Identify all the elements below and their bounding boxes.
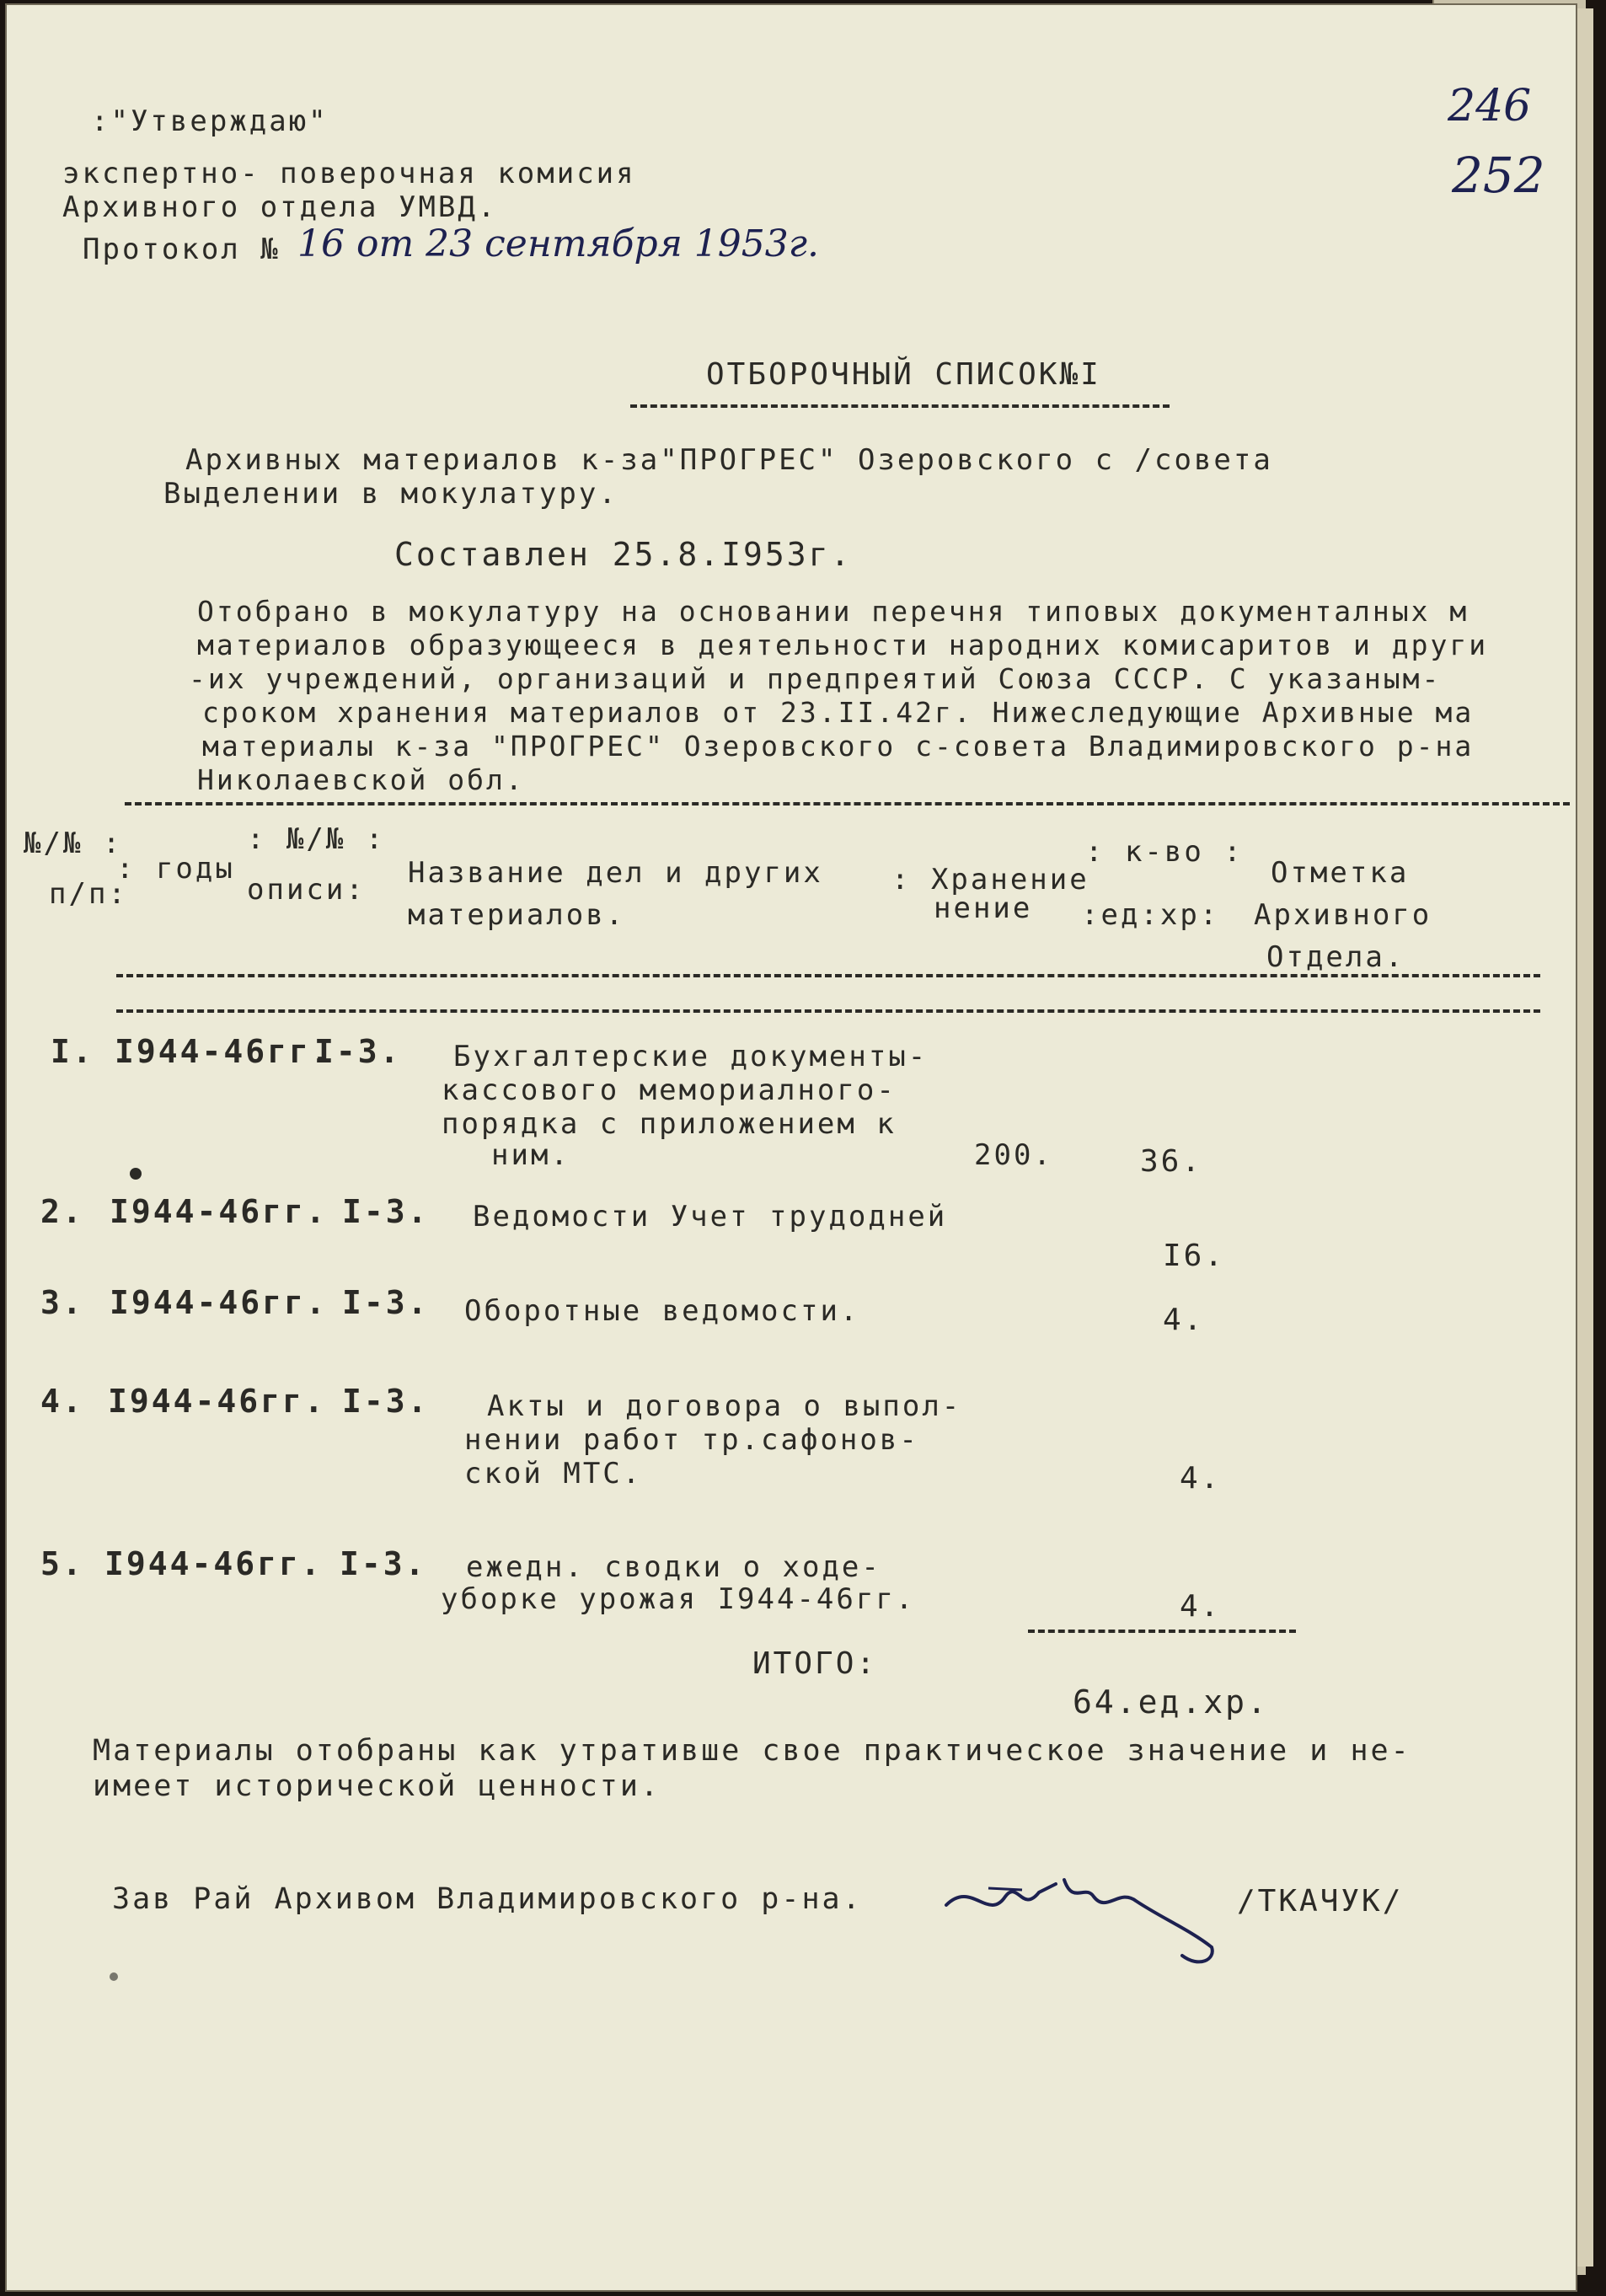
document-page [7, 5, 1576, 2290]
commission-line: экспертно- поверочная комисия [62, 157, 636, 190]
header-years: : годы [116, 852, 235, 886]
row-num: I. [51, 1033, 94, 1070]
header-mark-1: Отметка [1271, 856, 1410, 890]
row-inventory: I-3. [342, 1383, 430, 1420]
preamble-line-1: Отобрано в мокулатуру на основании перечня типовых документалных м [197, 595, 1469, 628]
row-name-line: нении работ тр.сафонов- [464, 1423, 919, 1457]
total-rule [1028, 1630, 1296, 1633]
conclusion-line-2: имеет исторической ценности. [93, 1769, 661, 1803]
header-inventory-1: : №/№ : [247, 822, 386, 856]
row-name-line: ним. [491, 1138, 570, 1172]
row-name-line: кассового мемориалного- [442, 1073, 897, 1107]
header-mark-3: Отдела. [1266, 940, 1405, 974]
preamble-line-6: Николаевской обл. [197, 763, 525, 796]
row-num: 5. [40, 1545, 84, 1582]
approve-stamp: :"Утверждаю" [91, 104, 329, 138]
signature-name: /ТКАЧУК/ [1237, 1884, 1404, 1919]
preamble-line-2: материалов образующееся в деятельности народних комисаритов и други [197, 629, 1489, 661]
header-count-1: : к-во : [1085, 835, 1244, 869]
header-name-2: материалов. [408, 898, 626, 932]
table-header-rule-1 [116, 974, 1540, 977]
header-num-1: №/№ : [24, 827, 123, 860]
subtitle-line-1: Архивных материалов к-за"ПРОГРЕС" Озеровского с /совета [185, 443, 1273, 477]
department-line: Архивного отдела УМВД. [62, 190, 498, 224]
table-top-rule [125, 802, 1570, 805]
table-header-rule-2 [116, 1009, 1540, 1013]
row-count: 36. [1140, 1144, 1203, 1179]
subtitle-line-2: Выделении в мокулатуру. [163, 477, 618, 511]
row-inventory: I-3. [314, 1033, 402, 1070]
header-mark-2: Архивного [1254, 898, 1432, 932]
row-count: I6. [1163, 1239, 1226, 1273]
header-num-2: п/п: [49, 877, 128, 911]
archive-number-old: 246 [1448, 81, 1532, 131]
header-name-1: Название дел и других [408, 856, 823, 890]
archive-number-new: 252 [1452, 147, 1545, 204]
row-num: 4. [40, 1383, 84, 1420]
total-value: 64.ед.хр. [1073, 1683, 1269, 1721]
row-inventory: I-3. [342, 1284, 430, 1321]
header-inventory-2: описи: [247, 873, 366, 907]
row-name-line: Акты и договора о выпол- [487, 1389, 962, 1423]
row-years: I944-46гг. [108, 1383, 326, 1420]
ink-dot [130, 1168, 142, 1180]
row-inventory: I-3. [342, 1193, 430, 1230]
row-name-line: Бухгалтерские документы- [453, 1040, 929, 1073]
row-name-line: порядка с приложением к [442, 1107, 897, 1141]
protocol-label: Протокол № [83, 233, 281, 266]
row-name-line: уборке урожая I944-46гг. [441, 1582, 916, 1616]
row-count: 4. [1180, 1461, 1222, 1496]
conclusion-line-1: Материалы отобраны как утративше свое практическое значение и не- [93, 1734, 1411, 1768]
row-num: 3. [40, 1284, 84, 1321]
row-years: I944-46гг. [115, 1033, 333, 1070]
row-years: I944-46гг. [110, 1284, 328, 1321]
row-name-line: ежедн. сводки о ходе- [466, 1550, 881, 1584]
row-name-line: Оборотные ведомости. [464, 1294, 860, 1328]
header-storage-2: нение [934, 891, 1033, 925]
document-title: ОТБОРОЧНЫЙ СПИСОК№I [706, 357, 1101, 392]
row-num: 2. [40, 1193, 84, 1230]
compiled-date: Составлен 25.8.I953г. [394, 536, 853, 573]
preamble-line-3: -их учреждений, организаций и предпреятий Союза СССР. С указаным- [189, 662, 1442, 695]
handwritten-signature [938, 1854, 1224, 1972]
row-count: 4. [1163, 1303, 1205, 1337]
ink-spot [110, 1972, 118, 1981]
title-underline [630, 404, 1170, 408]
header-storage-1: : Хранение [891, 863, 1089, 896]
total-label: ИТОГО: [752, 1646, 878, 1681]
row-storage: 200. [974, 1138, 1053, 1172]
row-name-line: ской МТС. [464, 1457, 643, 1491]
header-count-2: :ед:хр: [1081, 898, 1220, 932]
row-inventory: I-3. [340, 1545, 427, 1582]
preamble-line-4: сроком хранения материалов от 23.II.42г. Нижеследующие Архивные ма [202, 696, 1475, 729]
row-years: I944-46гг. [104, 1545, 323, 1582]
preamble-line-5: материалы к-за "ПРОГРЕС" Озеровского с-совета Владимировского р-на [202, 730, 1475, 763]
signature-position: Зав Рай Архивом Владимировского р-на. [112, 1882, 863, 1916]
row-count: 4. [1180, 1589, 1222, 1624]
row-years: I944-46гг. [110, 1193, 328, 1230]
protocol-handwritten: 16 от 23 сентября 1953г. [297, 222, 820, 265]
row-name-line: Ведомости Учет трудодней [473, 1200, 948, 1234]
